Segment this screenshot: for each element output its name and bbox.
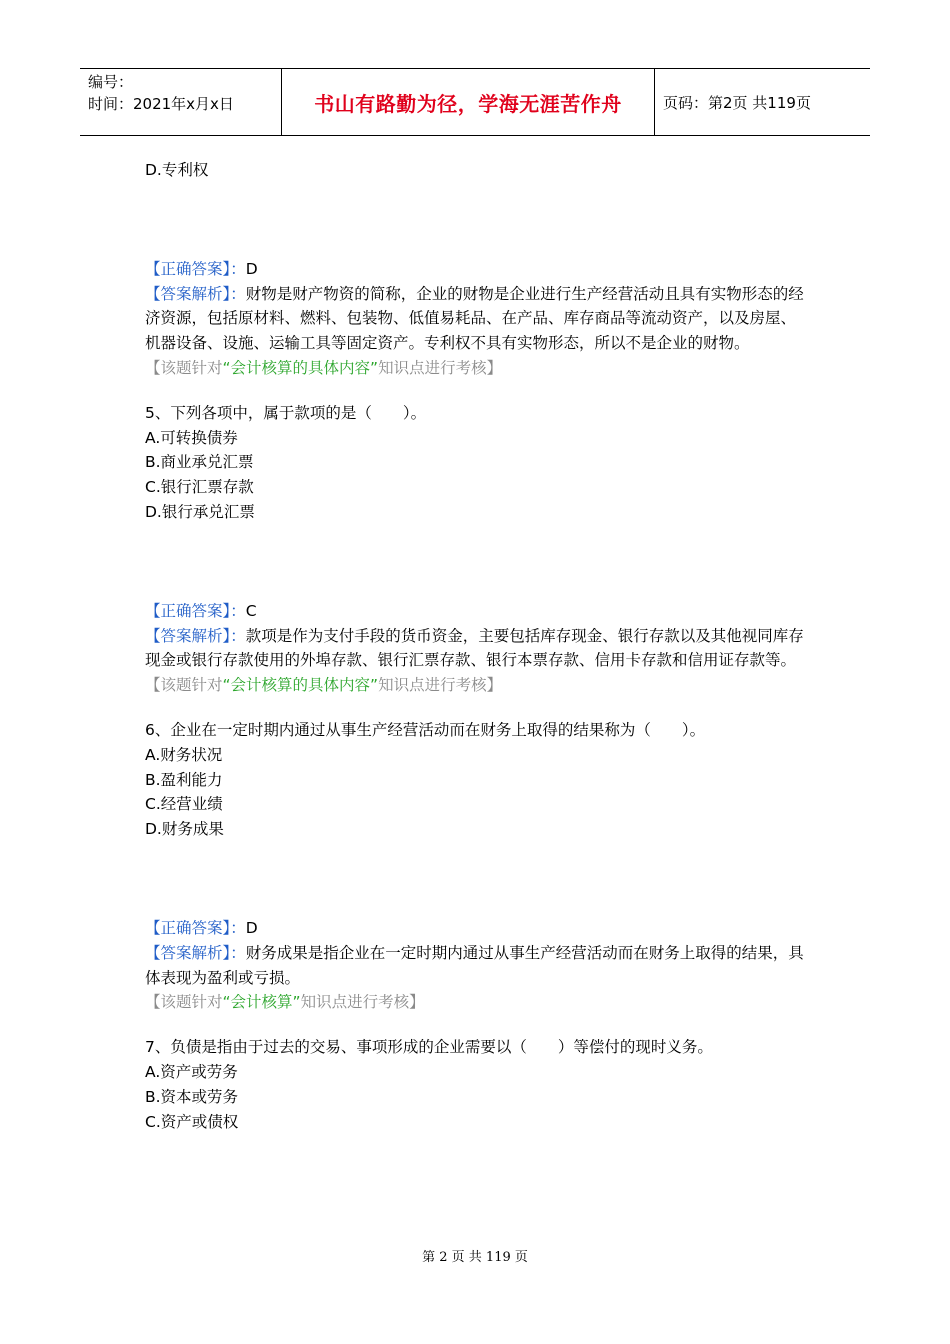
q6-topic: “会计核算” [222, 993, 301, 1012]
q5-topic: “会计核算的具体内容” [222, 676, 379, 695]
q5-option-d: D.银行承兑汇票 [145, 502, 255, 521]
q5-answer-value: C [245, 601, 257, 620]
page-header [80, 68, 870, 136]
q4-answer [145, 257, 805, 282]
q6-answer-value: D [245, 918, 258, 937]
q6-option-c: C.经营业绩 [145, 795, 223, 814]
q6-question: 6、企业在一定时期内通过从事生产经营活动而在财务上取得的结果称为（ ）。 [145, 720, 706, 739]
q4-option-d: D.专利权 [145, 161, 209, 179]
hint-suffix: 知识点进行考核】 [378, 358, 503, 377]
answer-label: 【正确答案】： [145, 601, 246, 620]
q7-option-b: B.资本或劳务 [145, 1087, 239, 1106]
document-body [145, 158, 805, 1134]
q4-analysis-text: 财物是财产物资的简称，企业的财物是企业进行生产经营活动且具有实物形态的经济资源，包括原材料、燃料、包装物、低值易耗品、在产品、库存商品等流动资产，以及房屋、机器设备、设施、运输工具等固定资产。专利权不具有实物形态，所以不是企业的财物。 [145, 284, 804, 353]
q6-option-d: D.财务成果 [145, 820, 224, 839]
q5-analysis-text: 款项是作为支付手段的货币资金，主要包括库存现金、银行存款以及其他视同库存现金或银行存款使用的外埠存款、银行汇票存款、银行本票存款、信用卡存款和信用证存款等。 [145, 626, 804, 670]
hint-suffix: 知识点进行考核】 [378, 676, 503, 695]
hint-prefix: 【该题针对 [145, 993, 223, 1012]
analysis-label: 【答案解析】： [145, 626, 246, 645]
q7-option-c: C.资产或债权 [145, 1112, 239, 1131]
q4-topic-hint [145, 356, 805, 381]
q6-analysis [145, 941, 805, 991]
q5-topic-hint [145, 673, 805, 698]
q4-topic: “会计核算的具体内容” [222, 358, 379, 377]
header-left-cell [80, 69, 282, 135]
q4-analysis [145, 282, 805, 356]
header-motto: 书山有路勤为径，学海无涯苦作舟 [314, 91, 622, 116]
analysis-label: 【答案解析】： [145, 943, 246, 962]
q6-analysis-text: 财务成果是指企业在一定时期内通过从事生产经营活动而在财务上取得的结果，具体表现为盈利或亏损。 [145, 943, 804, 987]
q7-option-a: A.资产或劳务 [145, 1062, 238, 1081]
q5-option-b: B.商业承兑汇票 [145, 453, 254, 472]
header-page-info-cell [655, 69, 870, 135]
answer-label: 【正确答案】： [145, 918, 246, 937]
document-date: 时间：2021年x月x日 [88, 95, 234, 113]
document-number-label: 编号： [88, 73, 134, 91]
q5-option-c: C.银行汇票存款 [145, 478, 254, 497]
q7-question: 7、负债是指由于过去的交易、事项形成的企业需要以（ ）等偿付的现时义务。 [145, 1038, 713, 1057]
q6-option-b: B.盈利能力 [145, 770, 223, 789]
q4-answer-value: D [245, 259, 258, 278]
q6-option-a: A.财务状况 [145, 745, 223, 764]
q5-question: 5、下列各项中，属于款项的是（ ）。 [145, 403, 427, 422]
q5-analysis [145, 624, 805, 674]
hint-suffix: 知识点进行考核】 [300, 993, 425, 1012]
page-footer: 第 2 页 共 119 页 [422, 1250, 528, 1265]
q6-topic-hint [145, 990, 805, 1015]
q5-answer [145, 599, 805, 624]
header-page-info: 页码：第2页 共119页 [663, 93, 811, 112]
q6-answer [145, 916, 805, 941]
hint-prefix: 【该题针对 [145, 358, 223, 377]
analysis-label: 【答案解析】： [145, 284, 246, 303]
answer-label: 【正确答案】： [145, 259, 246, 278]
q5-option-a: A.可转换债券 [145, 428, 238, 447]
header-motto-cell [282, 69, 655, 135]
hint-prefix: 【该题针对 [145, 676, 223, 695]
